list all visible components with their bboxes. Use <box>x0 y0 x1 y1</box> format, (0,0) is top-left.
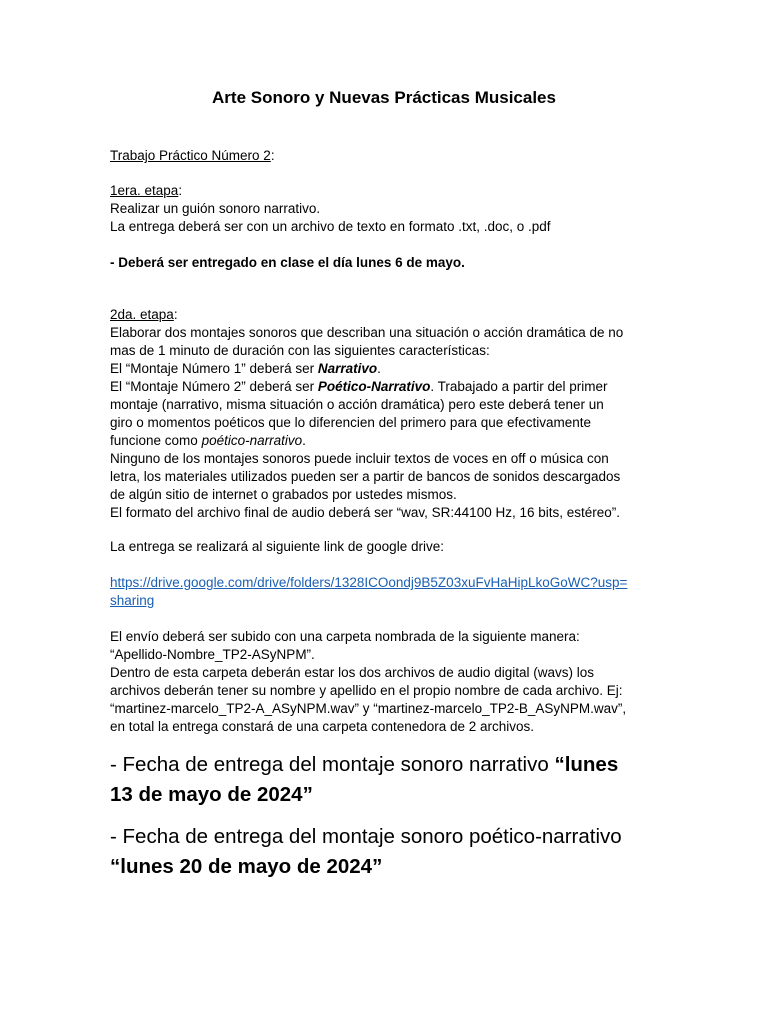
stage1-deadline-block <box>110 254 670 272</box>
folder-line6: en total la entrega constará de una carpeta contenedora de 2 archivos. <box>110 719 535 734</box>
stage1-heading: 1era. etapa <box>110 183 179 198</box>
delivery-intro-block <box>110 538 670 556</box>
stage2-heading: 2da. etapa <box>110 307 174 322</box>
stage2-line5: montaje (narrativo, misma situación o acción dramática) pero este deberá tener un <box>110 397 604 412</box>
stage1-line2: La entrega deberá ser con un archivo de texto en formato .txt, .doc, o .pdf <box>110 219 551 234</box>
stage2-line9: letra, los materiales utilizados pueden ser a partir de bancos de sonidos descargados <box>110 469 621 484</box>
delivery-intro: La entrega se realizará al siguiente link de google drive: <box>110 539 444 554</box>
folder-instructions <box>110 628 670 736</box>
deadline-poetic-narrative: - Fecha de entrega del montaje sonoro poético-narrativo “lunes 20 de mayo de 2024” <box>110 825 622 878</box>
stage2-line7: funcione como poético-narrativo. <box>110 433 306 448</box>
tp-heading-block: Trabajo Práctico Número 2: <box>110 148 275 163</box>
stage2-line8: Ninguno de los montajes sonoros puede incluir textos de voces en off o música con <box>110 451 609 466</box>
folder-line5: “martinez-marcelo_TP2-A_ASyNPM.wav” y “martinez-marcelo_TP2-B_ASyNPM.wav”, <box>110 701 627 716</box>
stage1-section: 1era. etapa: Realizar un guión sonoro narrativo. La entrega deberá ser con un archivo de texto en formato .txt, .doc, o .pdf <box>110 182 670 236</box>
tp-heading: Trabajo Práctico Número 2 <box>110 148 271 163</box>
stage2-line2: mas de 1 minuto de duración con las siguientes características: <box>110 343 490 358</box>
stage1-deadline: - Deberá ser entregado en clase el día lunes 6 de mayo. <box>110 255 465 270</box>
folder-line1: El envío deberá ser subido con una carpeta nombrada de la siguiente manera: <box>110 629 580 644</box>
stage1-line1: Realizar un guión sonoro narrativo. <box>110 201 321 216</box>
folder-line3: Dentro de esta carpeta deberán estar los dos archivos de audio digital (wavs) los <box>110 665 595 680</box>
folder-line2: “Apellido-Nombre_TP2-ASyNPM”. <box>110 647 315 662</box>
stage2-line11: El formato del archivo final de audio deberá ser “wav, SR:44100 Hz, 16 bits, estéreo”. <box>110 505 621 520</box>
drive-link-line2[interactable]: sharing <box>110 593 155 608</box>
stage2-section: 2da. etapa: Elaborar dos montajes sonoros que describan una situación o acción dramática de no mas de 1 minuto de duración con las siguientes características: El “Montaje Número 1” deberá ser Narrativo. El “Montaje Número 2” deberá ser Poético-Narrativo. Trabajado a partir del primer montaje (narrativo, misma situación o acción dramática) pero este deberá tener un giro o momentos poéticos que lo diferencien del primero para que efectivamente funcione como poético-narrativo. Ninguno de los montajes sonoros puede incluir textos de voces en off o música con letra, los materiales utilizados pueden ser a partir de bancos de sonidos descargados de algún sitio de internet o grabados por ustedes mismos. El formato del archivo final de audio deberá ser “wav, SR:44100 Hz, 16 bits, estéreo”. <box>110 306 670 522</box>
drive-link-block <box>110 574 670 610</box>
stage2-line3: El “Montaje Número 1” deberá ser Narrativo. <box>110 361 381 376</box>
folder-line4: archivos deberán tener su nombre y apellido en el propio nombre de cada archivo. Ej: <box>110 683 623 698</box>
stage2-line1: Elaborar dos montajes sonoros que describan una situación o acción dramática de no <box>110 325 624 340</box>
document-title: Arte Sonoro y Nuevas Prácticas Musicales <box>212 88 556 107</box>
stage2-line4: El “Montaje Número 2” deberá ser Poético-Narrativo. Trabajado a partir del primer <box>110 379 608 394</box>
stage2-line6: giro o momentos poéticos que lo diferencien del primero para que efectivamente <box>110 415 592 430</box>
stage2-line10: de algún sitio de internet o grabados por ustedes mismos. <box>110 487 457 502</box>
drive-link-line1[interactable]: https://drive.google.com/drive/folders/1328ICOondj9B5Z03xuFvHaHipLkoGoWC?usp= <box>110 575 628 590</box>
deadline-narrative: - Fecha de entrega del montaje sonoro narrativo “lunes 13 de mayo de 2024” <box>110 753 619 806</box>
